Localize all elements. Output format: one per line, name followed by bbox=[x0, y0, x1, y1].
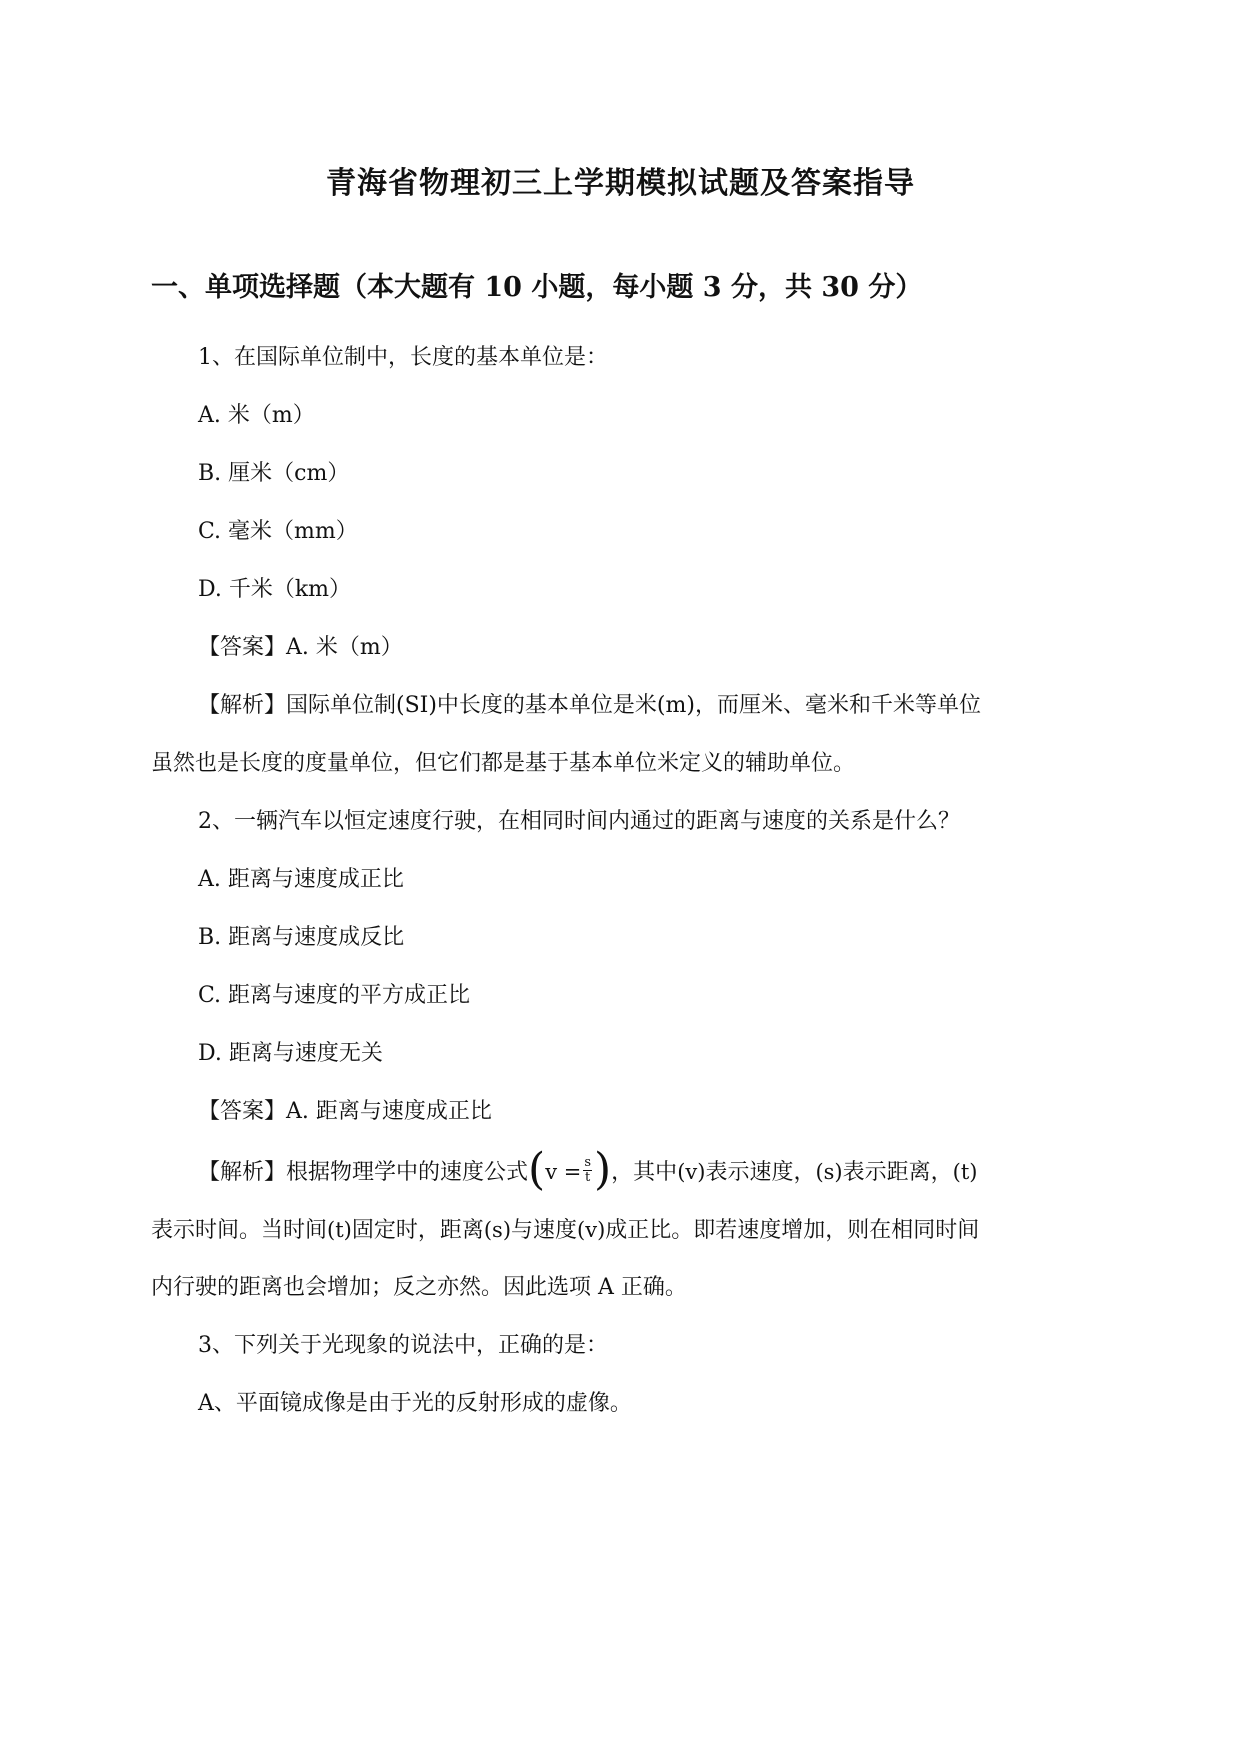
var-s: (s) bbox=[483, 1218, 512, 1242]
formula-lhs: v = bbox=[545, 1160, 582, 1184]
question-3: 3、下列关于光现象的说法中，正确的是： bbox=[198, 1333, 608, 1358]
section-heading: 一、单项选择题（本大题有 10 小题，每小题 3 分，共 30 分） bbox=[151, 272, 923, 303]
q2-analysis-line-1 bbox=[198, 1144, 978, 1195]
q2-analysis-line-2 bbox=[151, 1215, 979, 1246]
formula-paren-close: ) bbox=[594, 1144, 612, 1195]
q2-analysis-text: 表示速度， bbox=[705, 1160, 816, 1185]
q1-option-a: A. 米（m） bbox=[198, 403, 315, 428]
q2-analysis-text: ，其中 bbox=[611, 1160, 678, 1185]
q1-analysis-line-2: 虽然也是长度的度量单位，但它们都是基于基本单位米定义的辅助单位。 bbox=[151, 751, 856, 776]
q2-analysis-text: 【解析】根据物理学中的速度公式 bbox=[198, 1160, 529, 1185]
formula-fraction bbox=[583, 1156, 592, 1185]
q2-analysis-text: 固定时，距离 bbox=[351, 1218, 484, 1243]
formula-numerator: s bbox=[584, 1154, 591, 1170]
formula-denominator: t bbox=[585, 1169, 591, 1185]
q1-option-c: C. 毫米（mm） bbox=[198, 519, 358, 544]
q1-analysis-line-1: 【解析】国际单位制(SI)中长度的基本单位是米(m)，而厘米、毫米和千米等单位 bbox=[198, 693, 981, 718]
var-t: (t) bbox=[952, 1160, 978, 1184]
q2-option-d: D. 距离与速度无关 bbox=[198, 1041, 383, 1066]
formula-paren-open: ( bbox=[528, 1144, 546, 1195]
q2-analysis-text: 表示时间。当时间 bbox=[151, 1218, 328, 1243]
var-v: (v) bbox=[577, 1218, 606, 1242]
document-title: 青海省物理初三上学期模拟试题及答案指导 bbox=[326, 166, 915, 201]
var-t: (t) bbox=[327, 1218, 352, 1242]
q2-option-b: B. 距离与速度成反比 bbox=[198, 925, 405, 950]
q2-analysis-line-3: 内行驶的距离也会增加；反之亦然。因此选项 A 正确。 bbox=[151, 1275, 687, 1300]
q2-option-a: A. 距离与速度成正比 bbox=[198, 867, 404, 892]
q2-analysis-text: 表示距离， bbox=[842, 1160, 953, 1185]
q1-option-b: B. 厘米（cm） bbox=[198, 461, 350, 486]
q2-analysis-text: 与速度 bbox=[511, 1218, 578, 1243]
question-2: 2、一辆汽车以恒定速度行驶，在相同时间内通过的距离与速度的关系是什么？ bbox=[198, 809, 960, 834]
var-s: (s) bbox=[815, 1160, 843, 1184]
q2-answer: 【答案】A. 距离与速度成正比 bbox=[198, 1099, 492, 1124]
q2-option-c: C. 距离与速度的平方成正比 bbox=[198, 983, 471, 1008]
q1-answer: 【答案】A. 米（m） bbox=[198, 635, 403, 660]
q1-option-d: D. 千米（km） bbox=[198, 577, 352, 602]
q3-option-a: A、平面镜成像是由于光的反射形成的虚像。 bbox=[198, 1391, 632, 1416]
var-v: (v) bbox=[677, 1160, 706, 1184]
question-1: 1、在国际单位制中，长度的基本单位是： bbox=[198, 345, 608, 370]
q2-analysis-text: 成正比。即若速度增加，则在相同时间 bbox=[605, 1218, 980, 1243]
